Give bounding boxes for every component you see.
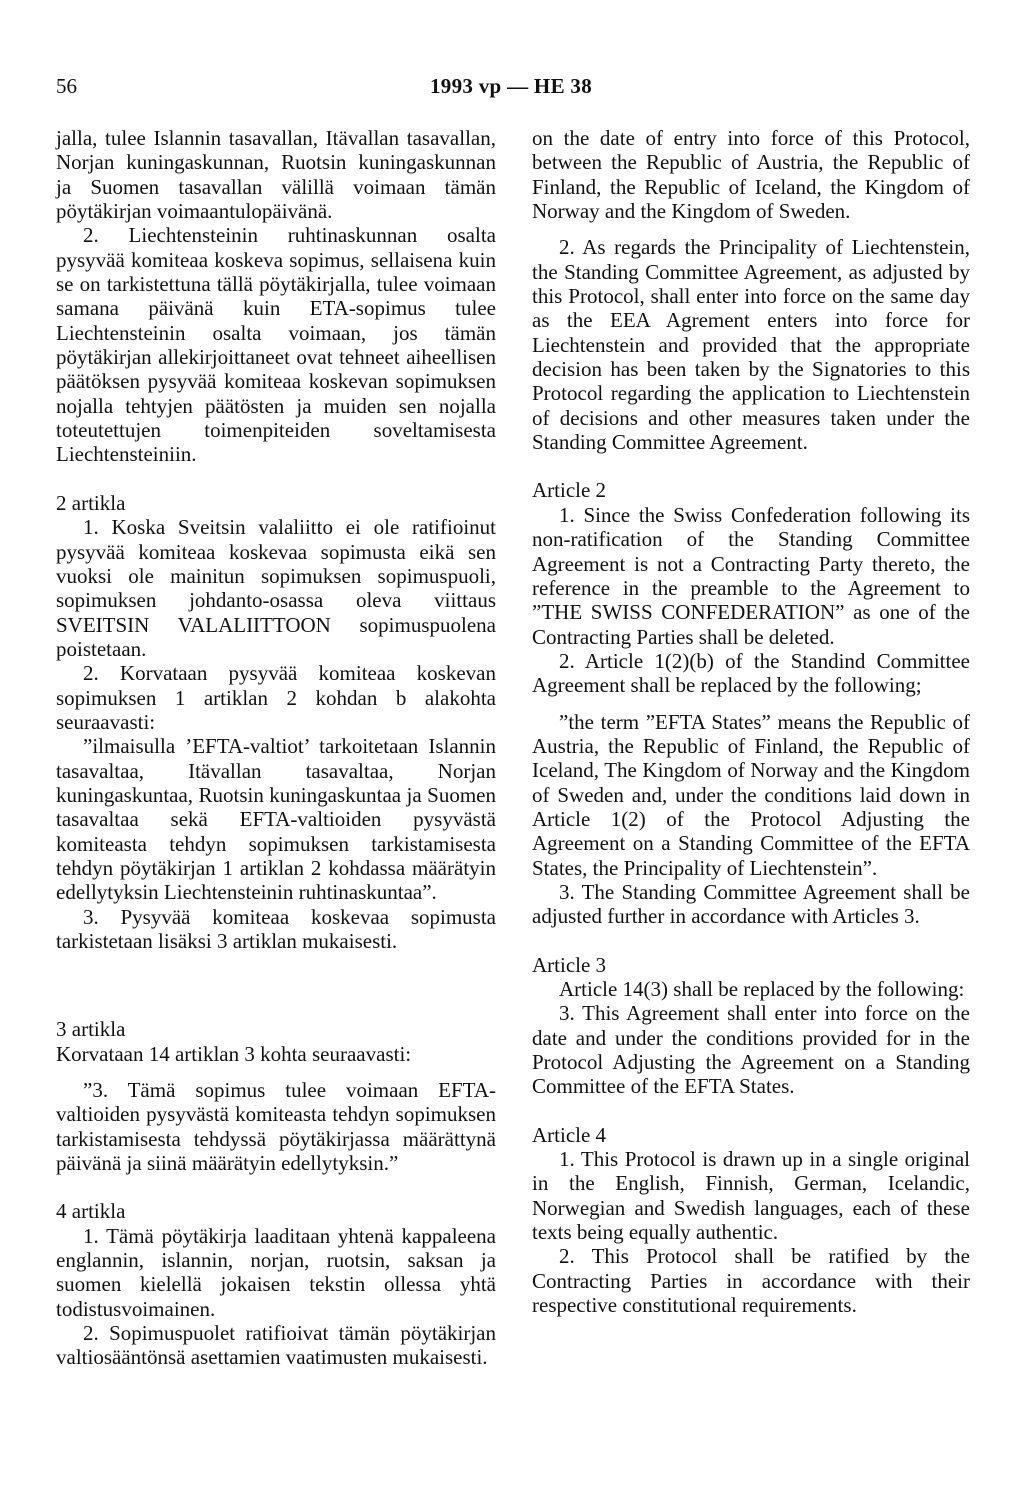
- en-intro-paragraph: on the date of entry into force of this Protocol, between the Republic of Austria, the Republic of Finland, the Republic of Iceland, the Kingdom of Norway and the Kingdom of Sweden.: [532, 126, 970, 224]
- en-article-4-heading: Article 4: [532, 1122, 607, 1147]
- en-article-4-para-1: 1. This Protocol is drawn up in a single original in the English, Finnish, German, Icelandic, Norwegian and Swedish languages, each of these texts being equally authentic.: [532, 1147, 970, 1245]
- fi-article-3-quote: ”3. Tämä sopimus tulee voimaan EFTA-valtioiden pysyvästä komiteasta tehdyn sopimuksen tarkistamisesta tehdyssä pöytäkirjassa määrättynä päivänä ja siinä määrätyin edellytyksin.”: [56, 1078, 496, 1176]
- en-article-2-para-2: 2. Article 1(2)(b) of the Standind Committee Agreement shall be replaced by the following;: [532, 648, 970, 698]
- fi-article-4-heading: 4 artikla: [56, 1199, 126, 1224]
- page-header: [0, 74, 1024, 104]
- en-paragraph-1-2: 2. As regards the Principality of Liechtenstein, the Standing Committee Agreement, as adjusted by this Protocol, shall enter into force on the same day as the EEA Agrement enters into force for Liechtenstein and provided that the appropriate decision has been taken by the Signatories to this Protocol regarding the application to Liechtenstein of decisions and other measures taken under the Standing Committee Agreement.: [532, 235, 970, 455]
- fi-article-2-quote: ”ilmaisulla ’EFTA-valtiot’ tarkoitetaan Islannin tasavaltaa, Itävallan tasavaltaa, Norjan kuningaskuntaa, Ruotsin kuningaskuntaa ja Suomen tasavaltaa sekä EFTA-valtioiden pysyvästä komiteasta tehdyn sopimuksen tarkistamisesta tehdyn pöytäkirjan 1 artiklan 2 kohdassa määrätyin edellytyksin Liechtensteinin ruhtinaskuntaa”.: [56, 734, 496, 905]
- en-article-2-quote: ”the term ”EFTA States” means the Republic of Austria, the Republic of Finland, the Republic of Iceland, The Kingdom of Norway and the Kingdom of Sweden and, under the conditions laid down in Article 1(2) of the Protocol Adjusting the Agreement on a Standing Committee of the EFTA States, the Principality of Liechtenstein”.: [532, 709, 970, 880]
- fi-article-2-para-2: 2. Korvataan pysyvää komiteaa koskevan sopimuksen 1 artiklan 2 kohdan b alakohta seuraavasti:: [56, 661, 496, 734]
- en-article-3-heading: Article 3: [532, 952, 607, 977]
- en-article-3-para: Article 14(3) shall be replaced by the following:: [559, 977, 965, 1001]
- fi-article-2-para-1: 1. Koska Sveitsin valaliitto ei ole ratifioinut pysyvää komiteaa koskevaa sopimusta eikä sen vuoksi ole mainitun sopimuksen sopimuspuoli, sopimuksen johdanto-osassa oleva viittaus SVEITSIN VALALIITTOON sopimuspuolena poistetaan.: [56, 515, 496, 661]
- finnish-column: [56, 126, 496, 1370]
- en-article-2-heading: Article 2: [532, 478, 607, 503]
- fi-intro-paragraph: jalla, tulee Islannin tasavallan, Itävallan tasavallan, Norjan kuningaskunnan, Ruotsin kuningaskunnan ja Suomen tasavallan välillä voimaan tämän pöytäkirjan voimaantulopäivänä.: [56, 126, 496, 224]
- fi-paragraph-1-2: 2. Liechtensteinin ruhtinaskunnan osalta pysyvää komiteaa koskeva sopimus, sellaisena kuin se on tarkistettuna tällä pöytäkirjalla, tulee voimaan samana päivänä kuin ETA-sopimus tulee Liechtensteinin osalta voimaan, jos tämän pöytäkirjan allekirjoittaneet ovat tehneet aiheellisen päätöksen pysyvää komiteaa koskevan sopimuksen nojalla tehtyjen päätösten ja muiden sen nojalla toteutettujen toimenpiteiden soveltamisesta Liechtensteiniin.: [56, 223, 496, 467]
- fi-article-3-heading: 3 artikla: [56, 1017, 126, 1042]
- en-article-2-para-1: 1. Since the Swiss Confederation following its non-ratification of the Standing Committee Agreement is not a Contracting Party thereto, the reference in the preamble to the Agreement to ”THE SWISS CONFEDERATION” as one of the Contracting Parties shall be deleted.: [532, 502, 970, 649]
- fi-article-3-para: Korvataan 14 artiklan 3 kohta seuraavasti:: [56, 1041, 412, 1066]
- running-head: 1993 vp — HE 38: [430, 74, 593, 98]
- fi-article-4-para-2: 2. Sopimuspuolet ratifioivat tämän pöytäkirjan valtiosääntönsä asettamien vaatimusten mukaisesti.: [56, 1321, 496, 1370]
- english-column: [532, 126, 970, 1317]
- fi-article-4-para-1: 1. Tämä pöytäkirja laaditaan yhtenä kappaleena englannin, islannin, norjan, ruotsin, saksan ja suomen kielellä jokaisen tekstin ollessa yhtä todistusvoimainen.: [56, 1223, 496, 1321]
- fi-article-2-para-3: 3. Pysyvää komiteaa koskevaa sopimusta tarkistetaan lisäksi 3 artiklan mukaisesti.: [56, 904, 496, 953]
- fi-article-2-heading: 2 artikla: [56, 490, 126, 515]
- page-number: 56: [56, 74, 77, 98]
- en-article-4-para-2: 2. This Protocol shall be ratified by the Contracting Parties in accordance with their respective constitutional requirements.: [532, 1244, 970, 1318]
- en-article-3-quote: 3. This Agreement shall enter into force on the date and under the conditions provided for in the Protocol Adjusting the Agreement on a Standing Committee of the EFTA States.: [532, 1001, 970, 1099]
- en-article-2-para-3: 3. The Standing Committee Agreement shall be adjusted further in accordance with Articles 3.: [532, 879, 970, 929]
